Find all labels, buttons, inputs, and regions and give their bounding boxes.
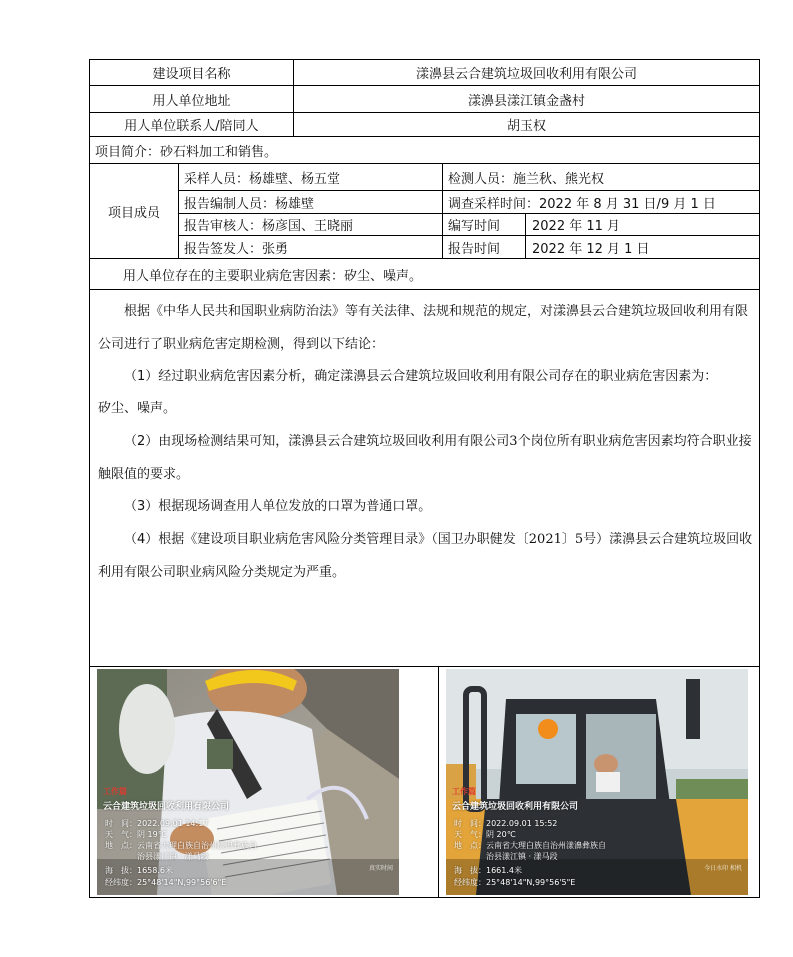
site-photo-sampling xyxy=(97,669,399,895)
conclusion-item-4 xyxy=(98,524,754,589)
watermark-time: 时 间：2022.09.01 15:52 xyxy=(454,819,558,828)
report-time-label: 报告时间 xyxy=(448,241,501,257)
project-name-value: 漾濞县云合建筑垃圾回收利用有限公司 xyxy=(415,67,637,82)
sampling-staff: 采样人员：杨雄壁、杨五堂 xyxy=(184,171,341,187)
write-time-label: 编写时间 xyxy=(448,219,501,234)
watermark-coords: 经纬度：25°48'14"N,99°56'6"E xyxy=(105,878,227,887)
contact-label: 用人单位联系人/陪同人 xyxy=(124,119,259,134)
watermark-company: 云合建筑垃圾回收利用有限公司 xyxy=(452,802,579,812)
watermark-location-2: 治县漾江镇 · 漾马段 xyxy=(137,852,209,861)
watermark-weather: 天 气：阴 20℃ xyxy=(454,830,516,839)
project-summary: 项目简介：砂石料加工和销售。 xyxy=(95,144,278,160)
conclusion-item-2 xyxy=(98,426,754,491)
hazard-factors: 用人单位存在的主要职业病危害因素：矽尘、噪声。 xyxy=(123,268,423,284)
watermark-badge: 今日水印 相机 xyxy=(704,865,742,872)
watermark-company: 云合建筑垃圾回收利用有限公司 xyxy=(103,802,230,812)
watermark-weather: 天 气：阴 19℃ xyxy=(105,830,167,839)
report-author: 报告编制人员：杨雄壁 xyxy=(184,196,315,212)
watermark-app-label: 工作篇 xyxy=(103,787,127,796)
conclusion-item-2-a: （2）由现场检测结果可知，漾濞县云合建筑垃圾回收利用有限公司 xyxy=(124,434,510,449)
watermark-coords: 经纬度：25°48'14"N,99°56'5"E xyxy=(454,878,576,887)
doc-number: 5 xyxy=(574,532,584,547)
members-label: 项目成员 xyxy=(107,205,160,221)
conclusion-item-1-cont: 矽尘、噪声。 xyxy=(98,401,177,416)
watermark-badge: 真实时间 xyxy=(368,865,393,872)
address-label: 用人单位地址 xyxy=(152,93,231,109)
report-page xyxy=(89,59,760,898)
contact-value: 胡玉权 xyxy=(506,119,546,134)
write-time-value: 2022 年 11 月 xyxy=(532,219,621,234)
conclusion-item-4-b: 〕 xyxy=(561,532,575,547)
conclusion-item-2-b: 个岗位所有职业病危害因素均符合职业接触限值的要求。 xyxy=(98,434,752,482)
report-signer: 报告签发人：张勇 xyxy=(184,241,289,257)
project-name-label: 建设项目名称 xyxy=(152,67,231,82)
address-value: 漾濞县漾江镇金盏村 xyxy=(467,93,585,109)
report-reviewer: 报告审核人：杨彦国、王晓丽 xyxy=(184,219,354,234)
watermark-location: 地 点：云南省大理白族自治州漾濞彝族自 xyxy=(105,841,257,850)
conclusion-intro: 根据《中华人民共和国职业病防治法》等有关法律、法规和规范的规定，对漾濞县云合建筑垃圾回收利用有限公司进行了职业病危害定期检测，得到以下结论： xyxy=(98,304,749,352)
watermark-time: 时 间：2022.09.01 14:17 xyxy=(105,819,209,828)
watermark-altitude: 海 拔：1658.6米 xyxy=(105,866,173,875)
watermark-location: 地 点：云南省大理白族自治州漾濞彝族自 xyxy=(454,841,606,850)
conclusion-item-4-c: 号）漾濞县云合建筑垃圾回收利用有限公司职业病风险分类规定为严重。 xyxy=(98,532,753,580)
post-count: 3 xyxy=(509,434,518,449)
watermark-altitude: 海 拔：1661.4米 xyxy=(454,866,522,875)
doc-year: 2021 xyxy=(528,532,562,547)
conclusion-item-4-a: （4）根据《建设项目职业病危害风险分类管理目录》（国卫办职健发〔 xyxy=(124,532,529,547)
watermark-app-label: 工作篇 xyxy=(452,787,476,796)
testing-staff: 检测人员：施兰秋、熊光权 xyxy=(448,171,605,187)
report-time-value: 2022 年 12 月 1 日 xyxy=(532,241,650,257)
watermark-location-2: 治县漾江镇 · 漾马段 xyxy=(486,852,558,861)
site-photo-loader xyxy=(446,669,748,895)
survey-time: 调查采样时间：2022 年 8 月 31 日/9 月 1 日 xyxy=(448,196,716,212)
conclusion-item-3: （3）根据现场调查用人单位发放的口罩为普通口罩。 xyxy=(124,499,432,514)
conclusion-item-1: （1）经过职业病危害因素分析，确定漾濞县云合建筑垃圾回收利用有限公司存在的职业病危害因素为： xyxy=(124,369,718,384)
